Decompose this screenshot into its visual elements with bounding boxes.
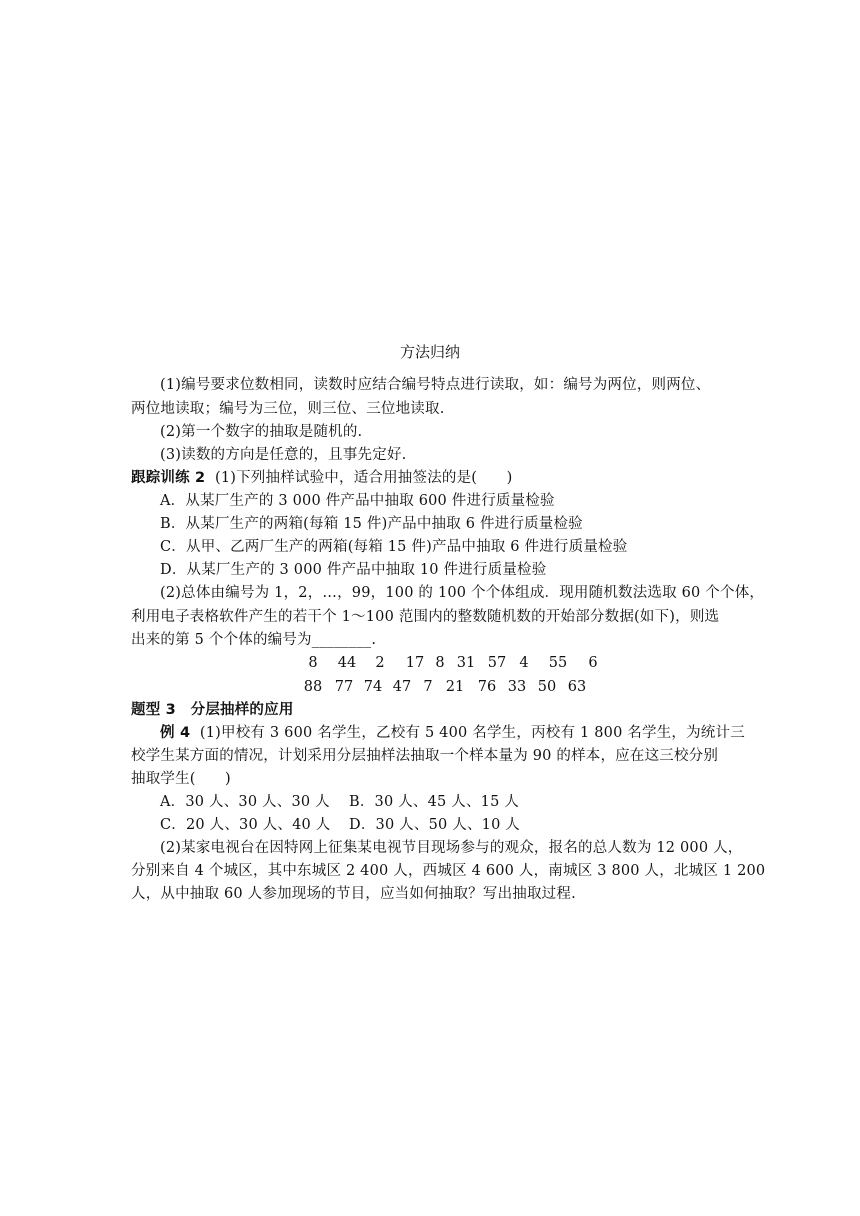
random-number: 50: [537, 679, 557, 695]
method-note-1-line-1: (1)编号要求位数相同，读数时应结合编号特点进行读取，如：编号为两位，则两位、: [160, 377, 711, 393]
random-number: 76: [477, 679, 497, 695]
random-number: 88: [303, 679, 323, 695]
random-number: 2: [375, 655, 385, 671]
option-a: A．从某厂生产的 3 000 件产品中抽取 600 件进行质量检验: [160, 493, 555, 509]
random-number: 17: [405, 655, 425, 671]
random-number: 6: [588, 655, 598, 671]
type3-title: 题型 3 分层抽样的应用: [131, 702, 294, 718]
example-option-a: A．30 人、30 人、30 人: [160, 794, 330, 810]
random-number: 8: [308, 655, 318, 671]
random-number: 8: [435, 655, 445, 671]
random-number: 47: [392, 679, 412, 695]
example-option-d: D．30 人、50 人、10 人: [349, 817, 521, 833]
method-note-2: (2)第一个数字的抽取是随机的.: [160, 424, 363, 440]
random-number: 57: [487, 655, 507, 671]
section-heading: 方法归纳: [399, 343, 460, 361]
random-number: 63: [567, 679, 587, 695]
random-number: 77: [334, 679, 354, 695]
random-number-row-2: [0, 677, 860, 697]
method-note-1-line-2: 两位地读取；编号为三位，则三位、三位地读取.: [131, 401, 445, 417]
example-4-text: (1)甲校有 3 600 名学生，乙校有 5 400 名学生，丙校有 1 800 名学生，为统计三: [199, 725, 745, 741]
training-q2-line-1: (2)总体由编号为 1，2，…，99，100 的 100 个个体组成．现用随机数法选取 60 个个体，: [160, 585, 765, 601]
example-q2-line-3: 人，从中抽取 60 人参加现场的节目，应当如何抽取？写出抽取过程.: [131, 886, 576, 902]
option-d: D．从某厂生产的 3 000 件产品中抽取 10 件进行质量检验: [160, 562, 547, 578]
training-question-1: [131, 468, 512, 488]
example-q2-line-2: 分别来自 4 个城区，其中东城区 2 400 人，西城区 4 600 人，南城区 3 800 人，北城区 1 200: [131, 863, 766, 879]
example-option-c: C．20 人、30 人、40 人: [160, 817, 331, 833]
random-number: 21: [445, 679, 465, 695]
random-number: 55: [548, 655, 568, 671]
example-label: 例 4: [160, 725, 191, 741]
example-q2-line-1: (2)某家电视台在因特网上征集某电视节目现场参与的观众，报名的总人数为 12 000 人，: [160, 840, 743, 856]
random-number: 7: [423, 679, 433, 695]
random-number: 31: [456, 655, 476, 671]
example-4-line-1: [160, 723, 745, 743]
example-4-line-2: 校学生某方面的情况，计划采用分层抽样法抽取一个样本量为 90 的样本，应在这三校分别: [131, 748, 719, 764]
method-note-3: (3)读数的方向是任意的，且事先定好.: [160, 447, 407, 463]
example-option-b: B．30 人、45 人、15 人: [349, 794, 520, 810]
training-q2-line-2: 利用电子表格软件产生的若干个 1～100 范围内的整数随机数的开始部分数据(如下)，则选: [131, 609, 720, 625]
training-q1-stem: (1)下列抽样试验中，适合用抽签法的是( ): [214, 470, 513, 486]
random-number: 74: [363, 679, 383, 695]
random-number-row-1: [0, 653, 860, 673]
option-c: C．从甲、乙两厂生产的两箱(每箱 15 件)产品中抽取 6 件进行质量检验: [160, 539, 628, 555]
random-number: 4: [519, 655, 529, 671]
option-b: B．从某厂生产的两箱(每箱 15 件)产品中抽取 6 件进行质量检验: [160, 516, 583, 532]
random-number: 44: [337, 655, 357, 671]
random-number: 33: [507, 679, 527, 695]
example-4-line-3: 抽取学生( ): [131, 771, 231, 787]
training-label: 跟踪训练 2: [131, 470, 206, 486]
training-q2-line-3: 出来的第 5 个个体的编号为________.: [131, 632, 377, 648]
